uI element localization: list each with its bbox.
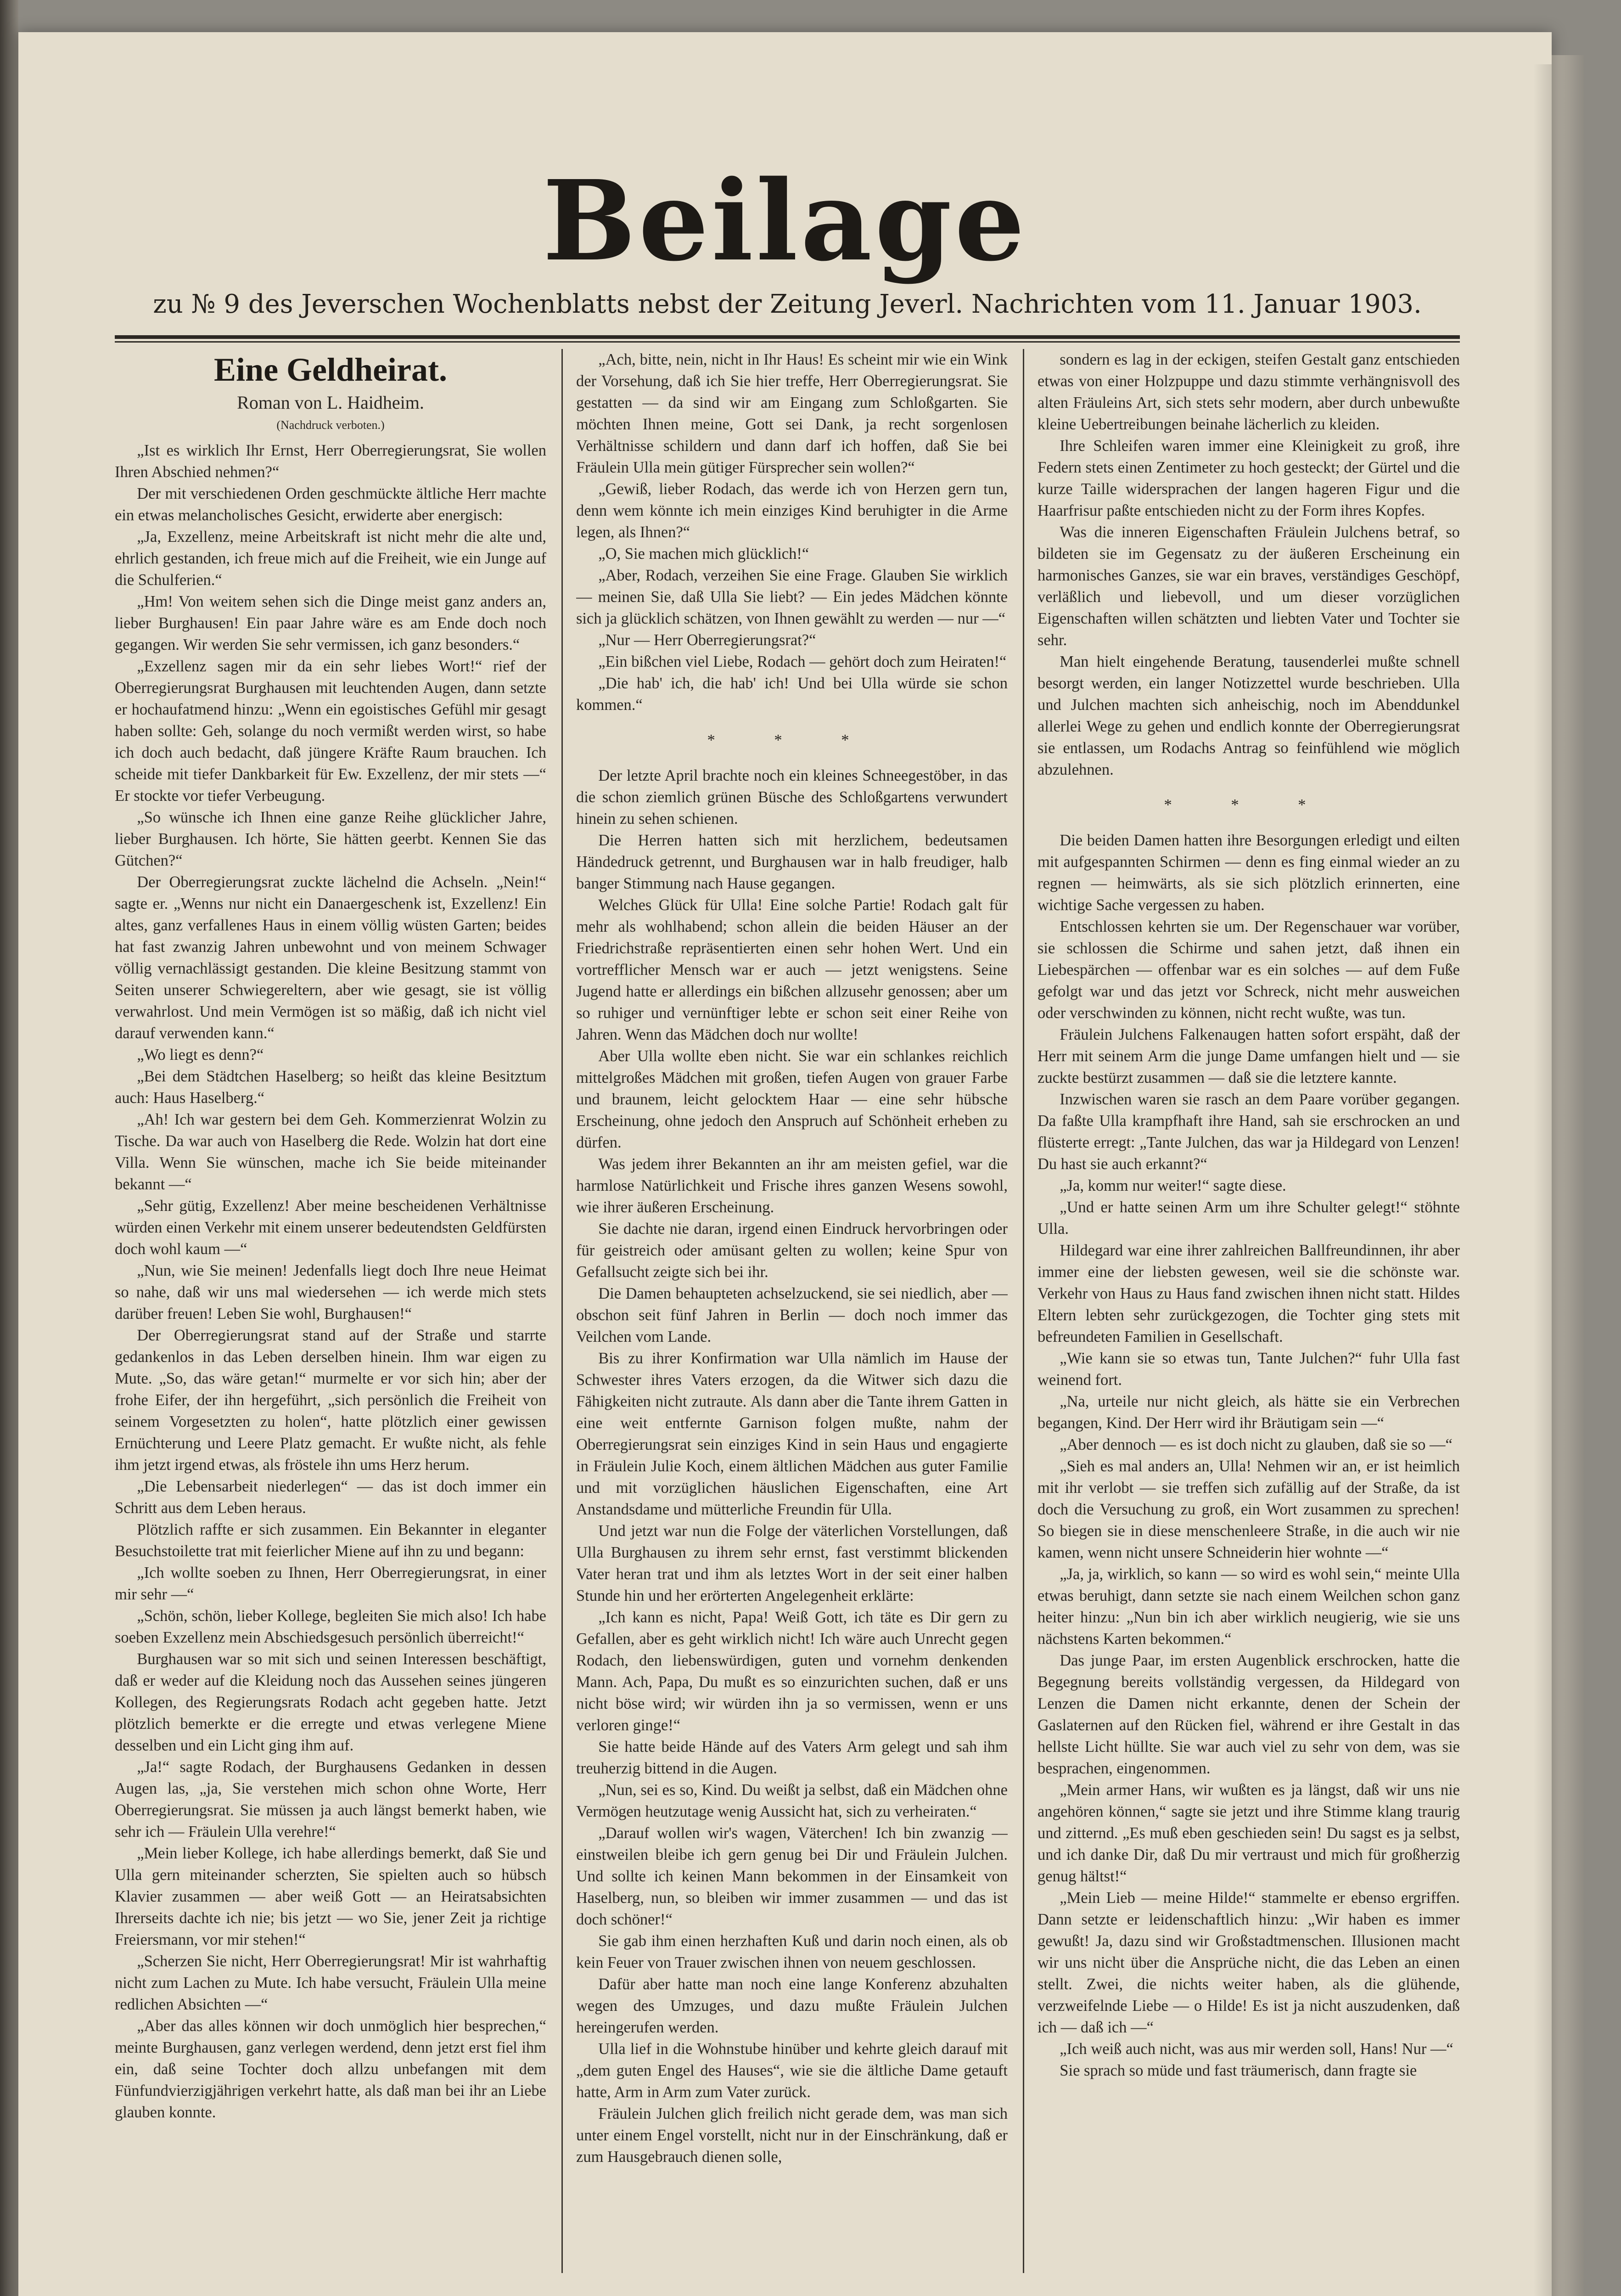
- paragraph: „Scherzen Sie nicht, Herr Oberregierungsrat! Mir ist wahrhaftig nicht zum Lachen zu Mute. Ich habe versucht, Fräulein Ulla meine redlichen Absichten —“: [115, 1953, 546, 2013]
- paragraph: Was jedem ihrer Bekannten an ihr am meisten gefiel, war die harmlose Natürlichkeit und Frische ihres ganzen Wesens sowohl, wie ihrer äußeren Erscheinung.: [576, 1155, 1008, 1216]
- paragraph: „Ja!“ sagte Rodach, der Burghausens Gedanken in dessen Augen las, „ja, Sie verstehen mich schon ohne Worte, Herr Oberregierungsrat. Sie müssen ja auch längst bemerkt haben, wie sehr ich — Fräulein Ulla verehre!“: [115, 1758, 546, 1840]
- paragraph: „Die Lebensarbeit niederlegen“ — das ist doch immer ein Schritt aus dem Leben heraus.: [115, 1478, 546, 1517]
- paragraph: Der Oberregierungsrat zuckte lächelnd die Achseln. „Nein!“ sagte er. „Wenns nur nicht ein Danaergeschenk ist, Exzellenz! Ein altes, ganz verfallenes Haus in einem völlig wüsten Garten; beides hat fast zwanzig Jahren unbewohnt und von meinem Schwager völlig vernachlässigt gestanden. Die kleine Besitzung stammt von Seiten unserer Schwiegereltern, aber wie gesagt, sie ist völlig verwahrlost. Und mein Vermögen ist so mäßig, daß ich nicht viel darauf verwenden kann.“: [115, 873, 546, 1042]
- paragraph: „Aber, Rodach, verzeihen Sie eine Frage. Glauben Sie wirklich — meinen Sie, daß Ulla Sie liebt? — Ein jedes Mädchen könnte sich ja glücklich schätzen, von Ihnen gewählt zu werden — nur —“: [576, 567, 1008, 627]
- paragraph: „Ich wollte soeben zu Ihnen, Herr Oberregierungsrat, in einer mir sehr —“: [115, 1564, 546, 1603]
- paragraph: Sie hatte beide Hände auf des Vaters Arm gelegt und sah ihm treuherzig bittend in die Augen.: [576, 1738, 1008, 1777]
- reprint-note: (Nachdruck verboten.): [276, 418, 385, 432]
- paragraph: Und jetzt war nun die Folge der väterlichen Vorstellungen, daß Ulla Burghausen zu ihrem sehr ernst, fast verstimmt blickenden Vater heran trat und ihm als letztes Wort in der seit einer halben Stunde hin und her erörterten Angelegenheit erklärte:: [576, 1522, 1008, 1604]
- paragraph: „Aber dennoch — es ist doch nicht zu glauben, daß sie so —“: [1060, 1436, 1453, 1453]
- paragraph: „Nun, sei es so, Kind. Du weißt ja selbst, daß ein Mädchen ohne Vermögen heutzutage wenig Aussicht hat, sich zu verheiraten.“: [576, 1781, 1008, 1820]
- paragraph: Fräulein Julchen glich freilich nicht gerade dem, was man sich unter einem Engel vorstellt, nicht nur in der Einschränkung, daß er zum Hausgebrauch dienen solle,: [576, 2105, 1008, 2166]
- paragraph: „Die hab' ich, die hab' ich! Und bei Ulla würde sie schon kommen.“: [576, 675, 1008, 714]
- paragraph: „Ich kann es nicht, Papa! Weiß Gott, ich täte es Dir gern zu Gefallen, aber es geht wirklich nicht! Ich wäre auch Unrecht gegen Rodach, den liebenswürdigen, guten und vornehm denkenden Mann. Ach, Papa, Du mußt es so einzurichten suchen, daß er uns nicht böse wird; wir würden ihn ja so vermissen, wenn er uns verloren ginge!“: [576, 1609, 1008, 1734]
- paragraph: „Ja, Exzellenz, meine Arbeitskraft ist nicht mehr die alte und, ehrlich gestanden, ich freue mich auf die Freiheit, wie ein Junge auf die Schulferien.“: [115, 528, 546, 589]
- story-title: Eine Geldheirat.: [214, 351, 447, 388]
- section-separator: * * *: [1164, 796, 1334, 814]
- header-rule: [115, 335, 1460, 339]
- paragraph: Dafür aber hatte man noch eine lange Konferenz abzuhalten wegen des Umzuges, und dazu mußte Fräulein Julchen hereingerufen werden.: [576, 1975, 1008, 2036]
- paragraph: „Ein bißchen viel Liebe, Rodach — gehört doch zum Heiraten!“: [598, 653, 1007, 670]
- paragraph: Man hielt eingehende Beratung, tausenderlei mußte schnell besorgt werden, ein langer Notizzettel wurde beschrieben. Ulla und Julchen machten sich anheischig, noch im Abenddunkel allerlei Wege zu gehen und endlich konnte der Oberregierungsrat sie entlassen, um Rodachs Antrag so feinfühlend wie möglich abzulehnen.: [1038, 653, 1460, 778]
- page-edge: [1552, 55, 1584, 2296]
- newspaper-page: [18, 32, 1552, 2296]
- paragraph: „Bei dem Städtchen Haselberg; so heißt das kleine Besitztum auch: Haus Haselberg.“: [115, 1068, 546, 1107]
- paragraph: Der letzte April brachte noch ein kleines Schneegestöber, in das die schon ziemlich grünen Büsche des Schloßgartens verwundert hinein zu sehen schienen.: [576, 767, 1008, 827]
- paragraph: Sie sprach so müde und fast träumerisch, dann fragte sie: [1060, 2062, 1417, 2079]
- paragraph: Fräulein Julchens Falkenaugen hatten sofort erspäht, daß der Herr mit seinem Arm die junge Dame umfangen hielt und — sie zuckte bestürzt zusammen — daß sie die letztere kannte.: [1038, 1026, 1460, 1086]
- paragraph: Ulla lief in die Wohnstube hinüber und kehrte gleich darauf mit „dem guten Engel des Hauses“, wie sie die ältliche Dame getauft hatte, Arm in Arm zum Vater zurück.: [576, 2040, 1008, 2101]
- story-author: Roman von L. Haidheim.: [237, 392, 424, 413]
- paragraph: Der Oberregierungsrat stand auf der Straße und starrte gedankenlos in das Leben derselben hinein. Ihm war eigen zu Mute. „So, das wäre getan!“ murmelte er vor sich hin; aber der frohe Eifer, der ihn hergeführt, „sich persönlich die Freiheit von seinem Vorgesetzten zu holen“, hatte plötzlich einer gewissen Ernüchterung und Leere Platz gemacht. Er wußte nicht, als fehle ihm jetzt irgend etwas, als fröstele ihn ums Herz herum.: [115, 1327, 546, 1474]
- paragraph: „Wo liegt es denn?“: [137, 1046, 264, 1064]
- scan-left-shadow: [0, 0, 18, 2296]
- paragraph: Die Herren hatten sich mit herzlichem, bedeutsamen Händedruck getrennt, und Burghausen war in halb freudiger, halb banger Stimmung nach Hause gegangen.: [576, 832, 1008, 892]
- paragraph: „Wie kann sie so etwas tun, Tante Julchen?“ fuhr Ulla fast weinend fort.: [1038, 1350, 1460, 1389]
- paragraph: „Ich weiß auch nicht, was aus mir werden soll, Hans! Nur —“: [1060, 2040, 1453, 2058]
- paragraph: Entschlossen kehrten sie um. Der Regenschauer war vorüber, sie schlossen die Schirme und sahen jetzt, daß ihnen ein Liebespärchen — offenbar war es ein solches — auf dem Fuße gefolgt war und das jetzt vor Schreck, nicht mehr ausweichen oder verschwinden zu können, nicht recht wußte, was tun.: [1038, 918, 1460, 1022]
- paragraph: „Sehr gütig, Exzellenz! Aber meine bescheidenen Verhältnisse würden einen Verkehr mit einem unserer bedeutendsten Geldfürsten doch wohl kaum —“: [115, 1197, 546, 1258]
- paragraph: Bis zu ihrer Konfirmation war Ulla nämlich im Hause der Schwester ihres Vaters erzogen, da die Witwer sich dazu die Fähigkeiten nicht zutraute. Als dann aber die Tante ihrem Gatten in eine weit entfernte Garnison folgen mußte, nahm der Oberregierungsrat sein einziges Kind in sein Haus und engagierte in Fräulein Julie Koch, einem ältlichen Mädchen aus guter Familie und mit vorzüglichen häuslichen Eigenschaften, eine Art Anstandsdame und mütterliche Freundin für Ulla.: [576, 1350, 1008, 1518]
- paragraph: „Ach, bitte, nein, nicht in Ihr Haus! Es scheint mir wie ein Wink der Vorsehung, daß ich Sie hier treffe, Herr Oberregierungsrat. Sie gestatten — da sind wir am Eingang zum Schloßgarten. Sie möchten Ihnen meine, Gott sei Dank, ja recht sorgenlosen Verhältnisse schildern und dann darf ich hoffen, daß Sie bei Fräulein Ulla mein gütiger Fürsprecher sein wollen?“: [576, 351, 1008, 476]
- paragraph: Welches Glück für Ulla! Eine solche Partie! Rodach galt für mehr als wohlhabend; schon allein die beiden Häuser an der Friedrichstraße repräsentierten einen sehr hohen Wert. Und ein vortrefflicher Mensch war er auch — jetzt wenigstens. Seine Jugend hatte er allerdings ein bißchen allzusehr genossen; aber um so ruhiger und vernünftiger lebte er schon seit einer Reihe von Jahren. Wenn das Mädchen doch nur wollte!: [576, 896, 1008, 1043]
- paragraph: „Nur — Herr Oberregierungsrat?“: [598, 631, 816, 649]
- column-2: [576, 349, 1008, 2287]
- paragraph: „Aber das alles können wir doch unmöglich hier besprechen,“ meinte Burghausen, ganz verlegen werdend, denn jetzt erst fiel ihm ein, daß seine Tochter doch allzu unbefangen mit dem Fünfundvierzigjährigen verkehrt hatte, als daß man bei ihr an Liebe glauben konnte.: [115, 2017, 546, 2121]
- paragraph: Was die inneren Eigenschaften Fräulein Julchens betraf, so bildeten sie im Gegensatz zu der äußeren Erscheinung ein harmonisches Ganzes, sie war ein braves, verständiges Geschöpf, verläßlich und liebevoll, und um dieser vorzüglichen Eigenschaften willen schätzten und liebten Vater und Tochter sie sehr.: [1038, 523, 1460, 649]
- paragraph: Das junge Paar, im ersten Augenblick erschrocken, hatte die Begegnung bereits vollständig vergessen, da Hildegard von Lenzen die Damen nicht erkannte, denen der Schein der Gaslaternen auf den Rücken fiel, während er ihre Gestalt in das hellste Licht hüllte. Sie war auch viel zu sehr von dem, was sie besprachen, eingenommen.: [1038, 1652, 1460, 1777]
- paragraph: „Sieh es mal anders an, Ulla! Nehmen wir an, er ist heimlich mit ihr verlobt — sie treffen sich zufällig auf der Straße, da ist doch die Versuchung zu groß, ein Wort zusammen zu sprechen! So biegen sie in diese menschenleere Straße, in die auch wir nie kamen, wenn nicht unsere Schneiderin hier wohnte —“: [1038, 1458, 1460, 1561]
- paragraph: „Hm! Von weitem sehen sich die Dinge meist ganz anders an, lieber Burghausen! Ein paar Jahre wäre es am Ende doch noch gegangen. Wir werden Sie sehr vermissen, ich ganz besonders.“: [115, 593, 546, 653]
- paragraph: „Mein lieber Kollege, ich habe allerdings bemerkt, daß Sie und Ulla gern miteinander scherzten, Sie spielten auch so hübsch Klavier zusammen — aber weiß Gott — an Heiratsabsichten Ihrerseits dachte ich nie; bis jetzt — wo Sie, jener Zeit ja richtige Freiersmann, vor mir stehen!“: [115, 1845, 546, 1948]
- section-separator: * * *: [707, 732, 877, 749]
- column-1-body: [115, 440, 546, 2123]
- paragraph: „Mein armer Hans, wir wußten es ja längst, daß wir uns nie angehören können,“ sagte sie jetzt und ihre Stimme klang traurig und zitternd. „Es muß eben geschieden sein! Du sagst es ja selbst, und ich danke Dir, daß Du mir vertraust und mich für großherzig genug hältst!“: [1038, 1781, 1460, 1885]
- column-3-body: [1038, 349, 1460, 2082]
- paragraph: Der mit verschiedenen Orden geschmückte ältliche Herr machte ein etwas melancholisches Gesicht, erwiderte aber energisch:: [115, 485, 546, 524]
- paragraph: „Schön, schön, lieber Kollege, begleiten Sie mich also! Ich habe soeben Exzellenz mein Abschiedsgesuch persönlich überreicht!“: [115, 1607, 546, 1646]
- issue-subtitle: zu № 9 des Jeverschen Wochenblatts nebst der Zeitung Jeverl. Nachrichten vom 11. Januar 1903.: [153, 289, 1422, 319]
- column-1: [115, 349, 546, 2287]
- paragraph: „Nun, wie Sie meinen! Jedenfalls liegt doch Ihre neue Heimat so nahe, daß wir uns mal wiedersehen — ich werde mich stets darüber freuen! Leben Sie wohl, Burghausen!“: [115, 1262, 546, 1322]
- paragraph: „Ist es wirklich Ihr Ernst, Herr Oberregierungsrat, Sie wollen Ihren Abschied nehmen?“: [115, 442, 546, 481]
- paragraph: „Na, urteile nur nicht gleich, als hätte sie ein Verbrechen begangen, Kind. Der Herr wird ihr Bräutigam sein —“: [1038, 1393, 1460, 1432]
- paragraph: Ihre Schleifen waren immer eine Kleinigkeit zu groß, ihre Federn stets einen Zentimeter zu hoch gesteckt; der Gürtel und die kurze Taille widersprachen der langen hageren Figur und die Haarfrisur paßte entschieden nicht zu der Form ihres Kopfes.: [1038, 437, 1460, 519]
- paragraph: „Ah! Ich war gestern bei dem Geh. Kommerzienrat Wolzin zu Tische. Da war auch von Haselberg die Rede. Wolzin hat dort eine Villa. Wenn Sie wünschen, mache ich Sie beide miteinander bekannt —“: [115, 1111, 546, 1193]
- paragraph: Aber Ulla wollte eben nicht. Sie war ein schlankes reichlich mittelgroßes Mädchen mit großen, tiefen Augen von grauer Farbe und braunem, leicht gelocktem Haar — eine sehr hübsche Erscheinung, ohne jedoch den Anspruch auf Schönheit erheben zu dürfen.: [576, 1047, 1008, 1151]
- paragraph: „So wünsche ich Ihnen eine ganze Reihe glücklicher Jahre, lieber Burghausen. Ich hörte, Sie hätten geerbt. Kennen Sie das Gütchen?“: [115, 809, 546, 869]
- header-rule-thin: [115, 341, 1460, 343]
- paragraph: „O, Sie machen mich glücklich!“: [598, 545, 809, 563]
- paragraph: Sie gab ihm einen herzhaften Kuß und darin noch einen, als ob kein Feuer von Trauer zwischen ihnen von neuem geschlossen.: [576, 1932, 1008, 1971]
- paragraph: Inzwischen waren sie rasch an dem Paare vorüber gegangen. Da faßte Ulla krampfhaft ihre Hand, sah sie erschrocken an und flüsterte erregt: „Tante Julchen, das war ja Hildegard von Lenzen! Du hast sie auch erkannt?“: [1038, 1091, 1460, 1173]
- column-2-body: [576, 349, 1008, 2168]
- page-fold-shadow: [1533, 64, 1552, 2296]
- paragraph: Plötzlich raffte er sich zusammen. Ein Bekannter in eleganter Besuchstoilette trat mit feierlicher Miene auf ihn zu und begann:: [115, 1521, 546, 1560]
- paragraph: „Gewiß, lieber Rodach, das werde ich von Herzen gern tun, denn wem könnte ich mein einziges Kind beruhigter in die Arme legen, als Ihnen?“: [576, 480, 1008, 541]
- paragraph: „Ja, komm nur weiter!“ sagte diese.: [1060, 1177, 1286, 1194]
- paragraph: Hildegard war eine ihrer zahlreichen Ballfreundinnen, ihr aber immer eine der liebsten gewesen, weil sie die schönste war. Verkehr von Haus zu Haus fand zwischen ihnen nicht statt. Hildes Eltern lebten sehr zurückgezogen, die Tochter ging stets mit befreundeten Familien in Gesellschaft.: [1038, 1242, 1460, 1345]
- masthead-title: Beilage: [543, 156, 1027, 286]
- paragraph: Sie dachte nie daran, irgend einen Eindruck hervorbringen oder für geistreich oder amüsant gelten zu wollen; keine Spur von Gefallsucht zeigte sich bei ihr.: [576, 1220, 1008, 1281]
- paragraph: „Und er hatte seinen Arm um ihre Schulter gelegt!“ stöhnte Ulla.: [1038, 1199, 1460, 1238]
- column-divider-2: [1023, 349, 1024, 2273]
- column-3: [1038, 349, 1460, 2287]
- paragraph: sondern es lag in der eckigen, steifen Gestalt ganz entschieden etwas von einer Holzpuppe und dazu stimmte verhängnisvoll des alten Fräuleins Art, sich stets sehr modern, aber durch unbewußte kleine Uebertreibungen beinahe lächerlich zu kleiden.: [1038, 351, 1460, 433]
- paragraph: Burghausen war so mit sich und seinen Interessen beschäftigt, daß er weder auf die Kleidung noch das Aussehen seines jüngeren Kollegen, des Regierungsrats Rodach acht gegeben hatte. Jetzt plötzlich bemerkte er die erregte und etwas verlegene Miene desselben und ein Licht ging ihm auf.: [115, 1650, 546, 1754]
- paragraph: „Mein Lieb — meine Hilde!“ stammelte er ebenso ergriffen. Dann setzte er leidenschaftlich hinzu: „Wir haben es immer gewußt! Ja, dazu sind wir Großstadtmenschen. Illusionen macht wir uns nicht über die Ansprüche nicht, die das Leben an einen stellt. Zwei, die nichts weiter haben, als die glühende, verzweifelnde Liebe — o Hilde! Es ist ja nicht auszudenken, daß ich — daß ich —“: [1038, 1889, 1460, 2036]
- paragraph: Die Damen behaupteten achselzuckend, sie sei niedlich, aber — obschon seit fünf Jahren in Berlin — doch noch immer das Veilchen vom Lande.: [576, 1285, 1008, 1345]
- paragraph: „Exzellenz sagen mir da ein sehr liebes Wort!“ rief der Oberregierungsrat Burghausen mit leuchtenden Augen, dann setzte er hochaufatmend hinzu: „Wenn ein egoistisches Gefühl mir gesagt haben sollte: Geh, solange du noch vermißt werden wirst, so habe ich doch auch bedacht, daß jüngere Kräfte Raum brauchen. Ich scheide mit tiefer Dankbarkeit für Ew. Exzellenz, der mir stets —“ Er stockte vor tiefer Verbeugung.: [115, 658, 546, 805]
- paragraph: „Ja, ja, wirklich, so kann — so wird es wohl sein,“ meinte Ulla etwas beruhigt, dann setzte sie nach einem Weilchen schon ganz heiter hinzu: „Nun bin ich aber wirklich neugierig, wie sie uns nächstens Karten bekommen.“: [1038, 1565, 1460, 1648]
- paragraph: Die beiden Damen hatten ihre Besorgungen erledigt und eilten mit aufgespannten Schirmen — denn es fing einmal wieder an zu regnen — heimwärts, als sie sich plötzlich erinnerten, eine wichtige Sache vergessen zu haben.: [1038, 832, 1460, 914]
- column-divider-1: [561, 349, 563, 2273]
- paragraph: „Darauf wollen wir's wagen, Väterchen! Ich bin zwanzig — einstweilen bleibe ich gern genug bei Dir und Fräulein Julchen. Und sollte ich keinen Mann bekommen in der Einsamkeit von Haselberg, nun, so bleiben wir immer zusammen — und das ist doch schöner!“: [576, 1824, 1008, 1928]
